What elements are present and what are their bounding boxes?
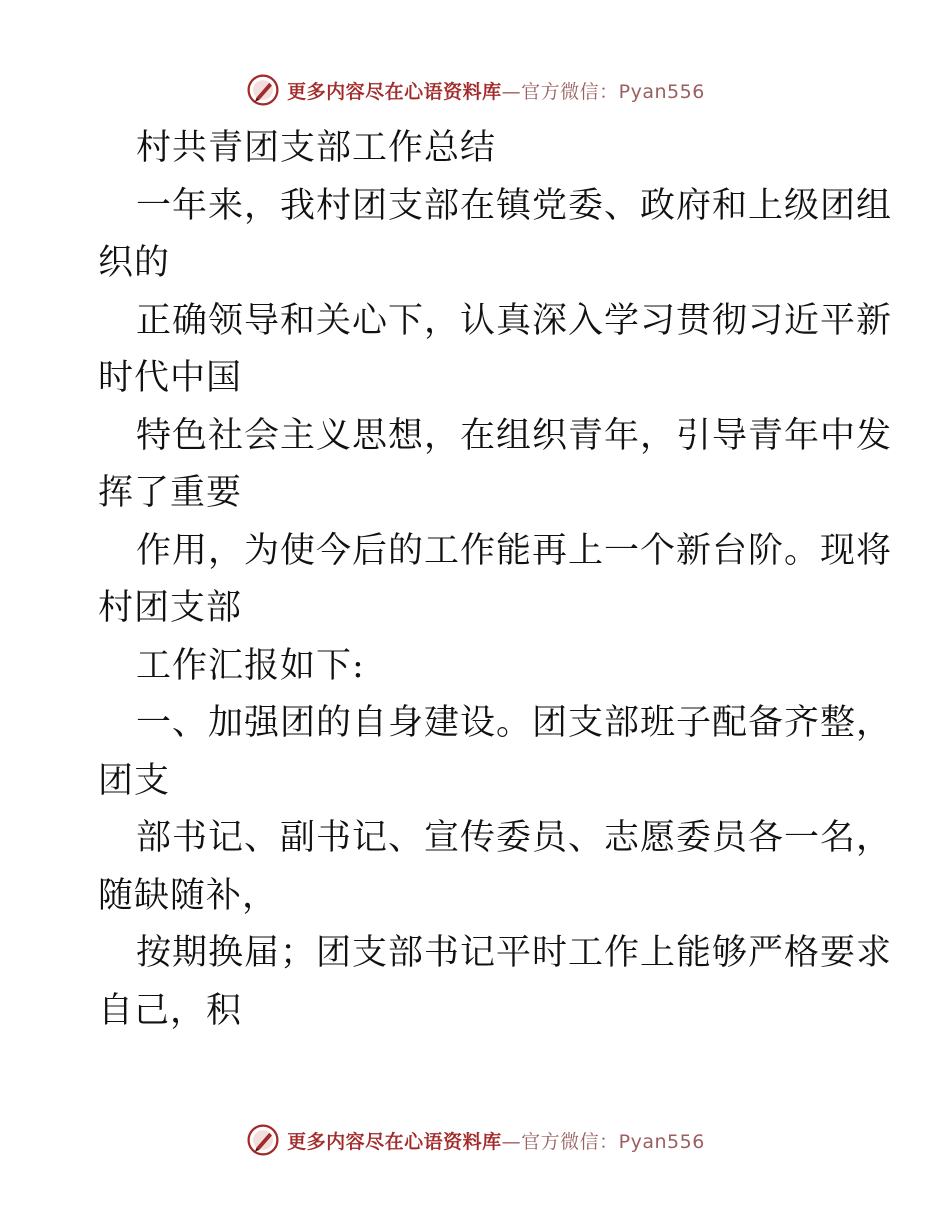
pen-logo-icon (245, 1122, 281, 1158)
paragraph-line: 随缺随补， (98, 875, 279, 916)
banner-dash: — (501, 80, 522, 103)
paragraph-line: 作用，为使今后的工作能再上一个新台阶。现将 (136, 530, 893, 571)
paragraph-line: 村团支部 (98, 588, 243, 628)
pen-logo-icon (245, 72, 281, 108)
paragraph-line: 团支 (98, 760, 171, 801)
paragraph-line: 一年来，我村团支部在镇党委、政府和上级团组 (136, 185, 893, 226)
banner-prefix: 更多内容尽在心语资料库 (287, 80, 502, 103)
paragraph-line: 一、加强团的自身建设。团支部班子配备齐整， (136, 703, 893, 743)
paragraph-line: 部书记、副书记、宣传委员、志愿委员各一名， (136, 818, 893, 858)
document-body (98, 120, 893, 1040)
paragraph-line: 织的 (98, 243, 171, 283)
banner-prefix: 更多内容尽在心语资料库 (287, 1130, 502, 1153)
document-title: 村共青团支部工作总结 (136, 128, 497, 168)
banner-suffix: 官方微信：Pyan556 (521, 80, 705, 103)
banner-text (287, 1127, 705, 1154)
paragraph-line: 按期换届；团支部书记平时工作上能够严格要求 (136, 933, 893, 973)
paragraph-line: 正确领导和关心下，认真深入学习贯彻习近平新 (136, 300, 893, 341)
banner-text (287, 77, 705, 104)
paragraph-line: 工作汇报如下: (136, 645, 365, 686)
footer-banner (0, 1120, 950, 1160)
paragraph-line: 挥了重要 (98, 473, 243, 513)
banner-dash: — (501, 1130, 522, 1153)
paragraph-line: 时代中国 (98, 358, 243, 398)
paragraph-line: 自己，积 (98, 990, 243, 1031)
paragraph-line: 特色社会主义思想，在组织青年，引导青年中发 (136, 415, 893, 456)
header-banner (0, 70, 950, 110)
banner-suffix: 官方微信：Pyan556 (521, 1130, 705, 1153)
